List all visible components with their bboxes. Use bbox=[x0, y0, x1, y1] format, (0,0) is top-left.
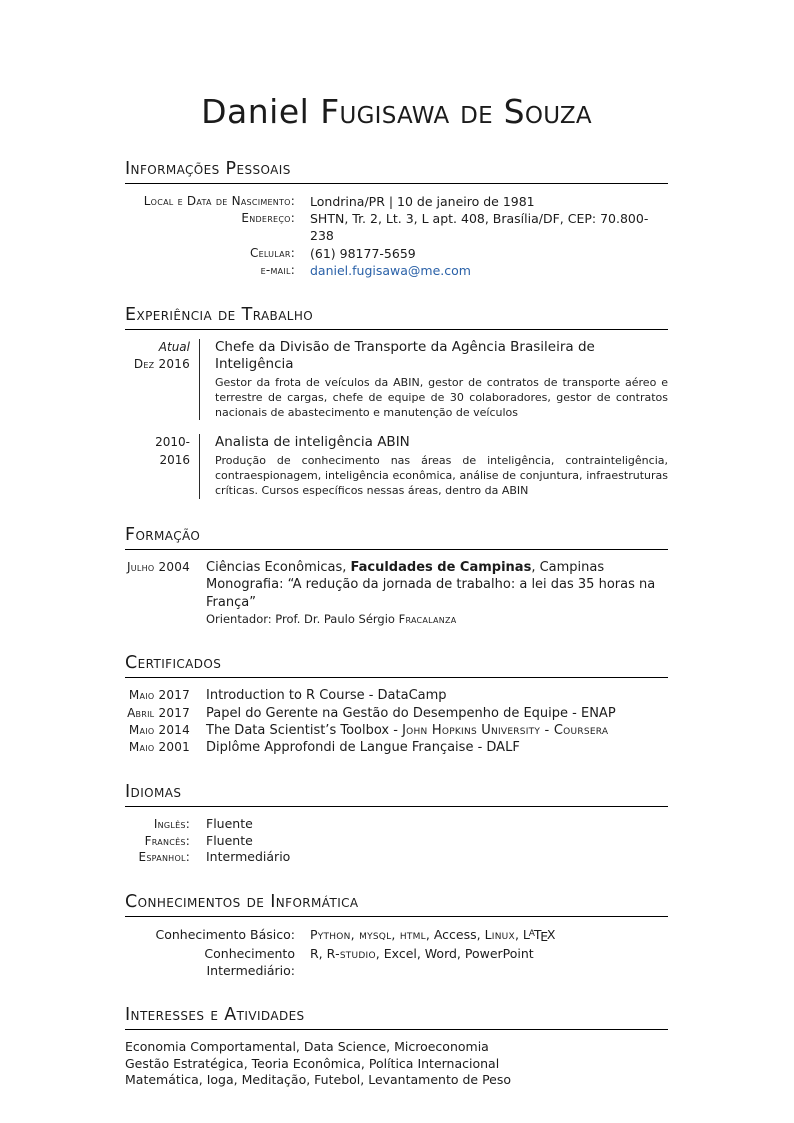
section-languages bbox=[125, 782, 668, 866]
interests-line: Gestão Estratégica, Teoria Econômica, Política Internacional bbox=[125, 1055, 500, 1071]
language-label: Inglês: bbox=[153, 817, 190, 832]
personal-label-address: Endereço: bbox=[241, 211, 295, 226]
section-title-languages: Idiomas bbox=[125, 782, 668, 807]
experience-date-current: Atual bbox=[158, 340, 190, 355]
certificate-date: Maio 2014 bbox=[128, 722, 190, 737]
computer-skills-table bbox=[125, 926, 668, 980]
language-level: Intermediário bbox=[206, 849, 291, 865]
section-certificates bbox=[125, 653, 668, 756]
skill-level-label: Conhecimento Básico: bbox=[155, 926, 295, 942]
job-description: Gestor da frota de veículos da ABIN, gestor de contratos de transporte aéreo e terrestre de cargas, chefe de equipe de 30 colaboradores, gestor de contratos nacionais de abastecimento e manutenção de veículos bbox=[215, 376, 668, 419]
section-computer-skills bbox=[125, 892, 668, 980]
skill-separator: , bbox=[514, 926, 523, 942]
certificate-title: Diplôme Approfondi de Langue Française - DALF bbox=[206, 739, 520, 755]
advisor-surname: Fracalanza bbox=[398, 612, 457, 627]
skill-group: R-studio bbox=[326, 946, 376, 962]
skill-group: , Access, bbox=[425, 926, 485, 942]
interests-list bbox=[125, 1039, 668, 1088]
education-advisor bbox=[206, 611, 668, 627]
certificates-list bbox=[125, 687, 668, 756]
certificate-text bbox=[206, 687, 668, 704]
section-education bbox=[125, 525, 668, 628]
job-title: Analista de inteligência ABIN bbox=[215, 434, 410, 451]
certificate-text bbox=[206, 722, 668, 739]
certificate-date: Abril 2017 bbox=[127, 705, 190, 720]
education-entry bbox=[125, 559, 668, 628]
certificate-title: Papel do Gerente na Gestão do Desempenho de Equipe - ENAP bbox=[206, 705, 616, 721]
personal-value-address: SHTN, Tr. 2, Lt. 3, L apt. 408, Brasília/DF, CEP: 70.800-238 bbox=[310, 211, 649, 244]
section-experience bbox=[125, 305, 668, 499]
latex-letter: X bbox=[546, 926, 556, 942]
personal-value-phone: (61) 98177-5659 bbox=[310, 245, 416, 261]
advisor-prefix: Orientador: Prof. Dr. Paulo Sérgio bbox=[206, 612, 399, 627]
languages-list bbox=[125, 816, 668, 866]
person-name bbox=[125, 92, 668, 132]
personal-label-email: e-mail: bbox=[260, 262, 295, 277]
education-degree bbox=[206, 559, 668, 577]
degree-prefix: Ciências Econômicas, bbox=[206, 559, 351, 575]
interests-line: Matemática, Ioga, Meditação, Futebol, Levantamento de Peso bbox=[125, 1071, 512, 1087]
experience-entry bbox=[125, 339, 668, 420]
institution-name: Faculdades de Campinas bbox=[350, 559, 532, 575]
section-personal bbox=[125, 159, 668, 279]
intermediate-skills-list bbox=[310, 945, 668, 979]
section-title-computer-skills: Conhecimentos de Informática bbox=[125, 892, 668, 917]
section-title-education: Formação bbox=[125, 525, 668, 550]
education-body bbox=[206, 559, 668, 628]
latex-logo bbox=[522, 926, 556, 945]
email-link[interactable]: daniel.fugisawa@me.com bbox=[310, 262, 471, 278]
experience-date bbox=[125, 339, 190, 420]
certificate-issuer: John Hopkins University - Coursera bbox=[402, 722, 609, 738]
section-title-certificates: Certificados bbox=[125, 653, 668, 678]
job-description: Produção de conhecimento nas áreas de inteligência, contrainteligência, contraespionagem, inteligência econômica, análise de conjuntura, infraestruturas críticas. Cursos específicos nessas áreas, dentro da ABIN bbox=[215, 454, 668, 497]
certificate-text bbox=[206, 705, 668, 722]
certificate-title: The Data Scientist’s Toolbox - bbox=[206, 722, 403, 738]
latex-letter: E bbox=[540, 929, 549, 945]
job-title: Chefe da Divisão de Transporte da Agência Brasileira de Inteligência bbox=[215, 339, 595, 373]
certificate-title: Introduction to R Course - DataCamp bbox=[206, 688, 447, 704]
first-name: Daniel bbox=[201, 92, 310, 131]
personal-label-birth: Local e Data de Nascimento: bbox=[143, 194, 295, 208]
interests-line: Economia Comportamental, Data Science, Microeconomia bbox=[125, 1039, 489, 1055]
latex-letter: T bbox=[533, 926, 542, 942]
language-label: Francês: bbox=[144, 833, 190, 848]
experience-date-range: 2010-2016 bbox=[155, 435, 190, 467]
experience-entry bbox=[125, 434, 668, 498]
language-level: Fluente bbox=[206, 816, 253, 832]
personal-label-phone: Celular: bbox=[249, 245, 295, 260]
experience-body bbox=[199, 339, 668, 420]
certificate-date: Maio 2017 bbox=[128, 688, 190, 703]
degree-suffix: , Campinas bbox=[531, 559, 605, 575]
skill-group: Linux bbox=[484, 926, 515, 942]
experience-date-start: Dez 2016 bbox=[133, 357, 190, 372]
section-title-experience: Experiência de Trabalho bbox=[125, 305, 668, 330]
latex-letter: L bbox=[522, 926, 530, 942]
last-name: Fugisawa de Souza bbox=[320, 92, 592, 131]
education-date: Julho 2004 bbox=[126, 559, 190, 574]
basic-skills-list bbox=[310, 926, 668, 946]
language-label: Espanhol: bbox=[138, 850, 190, 865]
section-title-interests: Interesses e Atividades bbox=[125, 1005, 668, 1030]
experience-date bbox=[125, 434, 190, 498]
education-thesis: Monografia: “A redução da jornada de trabalho: a lei das 35 horas na França” bbox=[206, 577, 656, 610]
skill-level-label: Conhecimento Intermediário: bbox=[204, 946, 295, 979]
personal-info-table bbox=[125, 193, 668, 279]
certificate-date: Maio 2001 bbox=[128, 739, 190, 754]
certificate-text bbox=[206, 739, 668, 756]
section-title-personal: Informações Pessoais bbox=[125, 159, 668, 184]
skill-group: Python, mysql, html bbox=[310, 926, 426, 942]
skill-group: R, bbox=[310, 946, 327, 962]
personal-value-birth: Londrina/PR | 10 de janeiro de 1981 bbox=[310, 194, 535, 209]
language-level: Fluente bbox=[206, 832, 253, 848]
latex-letter: A bbox=[528, 929, 535, 940]
section-interests bbox=[125, 1005, 668, 1088]
experience-body bbox=[199, 434, 668, 498]
skill-group: , Excel, Word, PowerPoint bbox=[375, 946, 534, 962]
